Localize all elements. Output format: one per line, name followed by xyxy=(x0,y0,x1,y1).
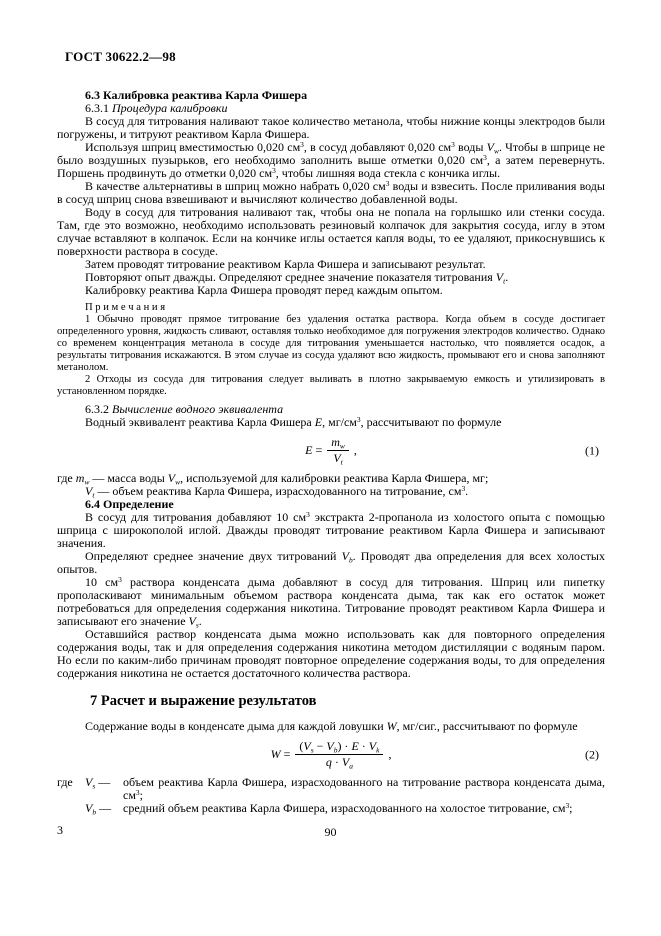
equation-2-fraction xyxy=(295,740,383,769)
paragraph: В сосуд для титрования добавляют 10 $см^3$ экстракта 2-пропанола из холостого опыта с помощью шприца с широкополой иглой. Дважды проводят титрование реактивом Карла Фишера и записывают значения. xyxy=(57,509,606,550)
equation-2-denominator: $q \cdot V_a$ xyxy=(325,755,353,771)
note-item: 2 Отходы из сосуда для титрования следует выливать в плотно закрываемую емкость и утилизировать в установленном порядке. xyxy=(57,374,605,397)
paragraph: В сосуд для титрования наливают такое количество метанола, чтобы нижние концы электродов были погружены, и титруют реактивом Карла Фишера. xyxy=(57,114,605,141)
where-variable: $V_b$ — xyxy=(85,801,112,817)
where-item: $V_t$ — объем реактива Карла Фишера, израсходованного на титрование, $см^3$. xyxy=(85,483,469,500)
where-item xyxy=(57,802,605,815)
formula-1 xyxy=(57,436,605,465)
doc-number: ГОСТ 30622.2—98 xyxy=(65,49,176,64)
equation-1-lhs: E = xyxy=(305,443,323,457)
where-item xyxy=(57,776,605,802)
paragraph: Определяют среднее значение двух титрований $V_b$. Проводят два определения для всех холостых опытов. xyxy=(57,549,605,576)
where-description: средний объем реактива Карла Фишера, израсходованного на холостое титрование, $см^3$; xyxy=(123,800,573,815)
equation-1-fraction xyxy=(327,436,349,465)
where-lead-spacer xyxy=(57,802,85,815)
paragraph: Оставшийся раствор конденсата дыма можно использовать как для повторного определения содержания воды, так и для определения содержания никотина методом дистилляции с водяным паром. Но если по каким-либо причинам проводят повторное определение содержания воды, то для определения содержания никотина не остается достаточного количества раствора. xyxy=(57,627,605,680)
paragraph: Воду в сосуд для титрования наливают так, чтобы она не попала на горлышко или стенки сосуда. Там, где это возможно, необходимо использовать резиновый колпачок для закрытия сосуда, иглу в этом случае вставляют в колпачок. Если на кончике иглы остается капля воды, то ее удаляют, прикоснувшись к поверхности раствора в сосуде. xyxy=(57,205,605,258)
section-6-3-2-title: Вычисление водного эквивалента xyxy=(112,402,284,416)
equation-1-denominator: $V_t$ xyxy=(333,451,343,467)
paragraph: Используя шприц вместимостью 0,020 $см^3$, в сосуд добавляют 0,020 $см^3$ воды $V_w$. Чтобы в шприце не было воздушных пузырьков, его необходимо заполнить выше отметки 0,020 $см^3$, а затем перевернуть. Поршень продвинуть до отметки 0,020 $см^3$, чтобы лишняя вода стекла с кончика иглы. xyxy=(57,139,606,180)
note-item: 1 Обычно проводят прямое титрование без удаления остатка раствора. Когда объем в сосуде достигает определенного уровня, жидкость сливают, оставляя только необходимое для погружения электродов количество. Однако со временем концентрация метанола в сосуде для титрования уменьшается настолько, что появляется осадок, а результаты титрования искажаются. В этом случае из сосуда удаляют всю жидкость, промывают его и снова заполняют метанолом. xyxy=(57,314,605,373)
equation-1-tail: , xyxy=(353,443,357,457)
where-lead: где xyxy=(57,775,73,789)
where-description: объем реактива Карла Фишера, израсходованного на титрование раствора конденсата дыма, $см^3$; xyxy=(123,775,605,802)
equation-1 xyxy=(305,436,357,465)
page-content xyxy=(57,50,605,815)
paragraph: В качестве альтернативы в шприц можно набрать 0,020 $см^3$ воды и взвесить. После приливания воды в сосуд шприц снова взвешивают и вычисляют количество добавленной воды. xyxy=(57,178,605,206)
formula-2 xyxy=(57,740,605,769)
section-7-heading: 7 Расчет и выражение результатов xyxy=(90,693,317,709)
equation-2 xyxy=(271,740,392,769)
page-number-standard: 3 xyxy=(57,823,63,837)
where-list-2 xyxy=(57,776,605,815)
section-6-3-1-title: Процедура калибровки xyxy=(112,101,228,115)
notes-title: П р и м е ч а н и я xyxy=(85,302,166,313)
section-6-3-2-number: 6.3.2 xyxy=(85,402,109,416)
paragraph: Содержание воды в конденсате дыма для каждой ловушки W, мг/сиг., рассчитывают по формуле xyxy=(85,719,578,733)
section-6-3-1-number: 6.3.1 xyxy=(85,101,109,115)
page-number-volume: 90 xyxy=(324,825,337,839)
where-item: где $m_w$ — масса воды $V_w$, используемой для калибровки реактива Карла Фишера, мг; xyxy=(57,471,489,487)
where-list-1 xyxy=(57,472,605,498)
equation-2-numerator: $(V_s - V_b) \cdot E \cdot V_k$ xyxy=(295,740,383,755)
equation-2-number: (2) xyxy=(585,747,599,761)
where-variable: $V_s$ — xyxy=(85,775,111,791)
paragraph: Затем проводят титрование реактивом Карла Фишера и записывают результат. xyxy=(85,257,486,271)
paragraph: Водный эквивалент реактива Карла Фишера E, $мг/см^3$, рассчитывают по формуле xyxy=(85,414,502,429)
paragraph: Повторяют опыт дважды. Определяют среднее значение показателя титрования $V_t$. xyxy=(85,270,509,286)
paragraph: 10 $см^3$ раствора конденсата дыма добавляют в сосуд для титрования. Шприц или пипетку прополаскивают минимальным объемом раствора конденсата дыма, так как его остаток может потребоваться для определения содержания никотина. Титрование проводят реактивом Карла Фишера и записывают его значение $V_s$. xyxy=(57,574,605,630)
section-6-4-heading: 6.4 Определение xyxy=(85,497,174,511)
equation-2-tail: , xyxy=(388,747,392,761)
paragraph: Калибровку реактива Карла Фишера проводят перед каждым опытом. xyxy=(85,283,443,297)
notes-block xyxy=(57,302,605,398)
section-6-3-heading: 6.3 Калибровка реактива Карла Фишера xyxy=(85,88,308,102)
equation-1-numerator: $m_w$ xyxy=(327,436,349,451)
equation-1-number: (1) xyxy=(585,443,599,457)
equation-2-lhs: W = xyxy=(270,747,291,761)
